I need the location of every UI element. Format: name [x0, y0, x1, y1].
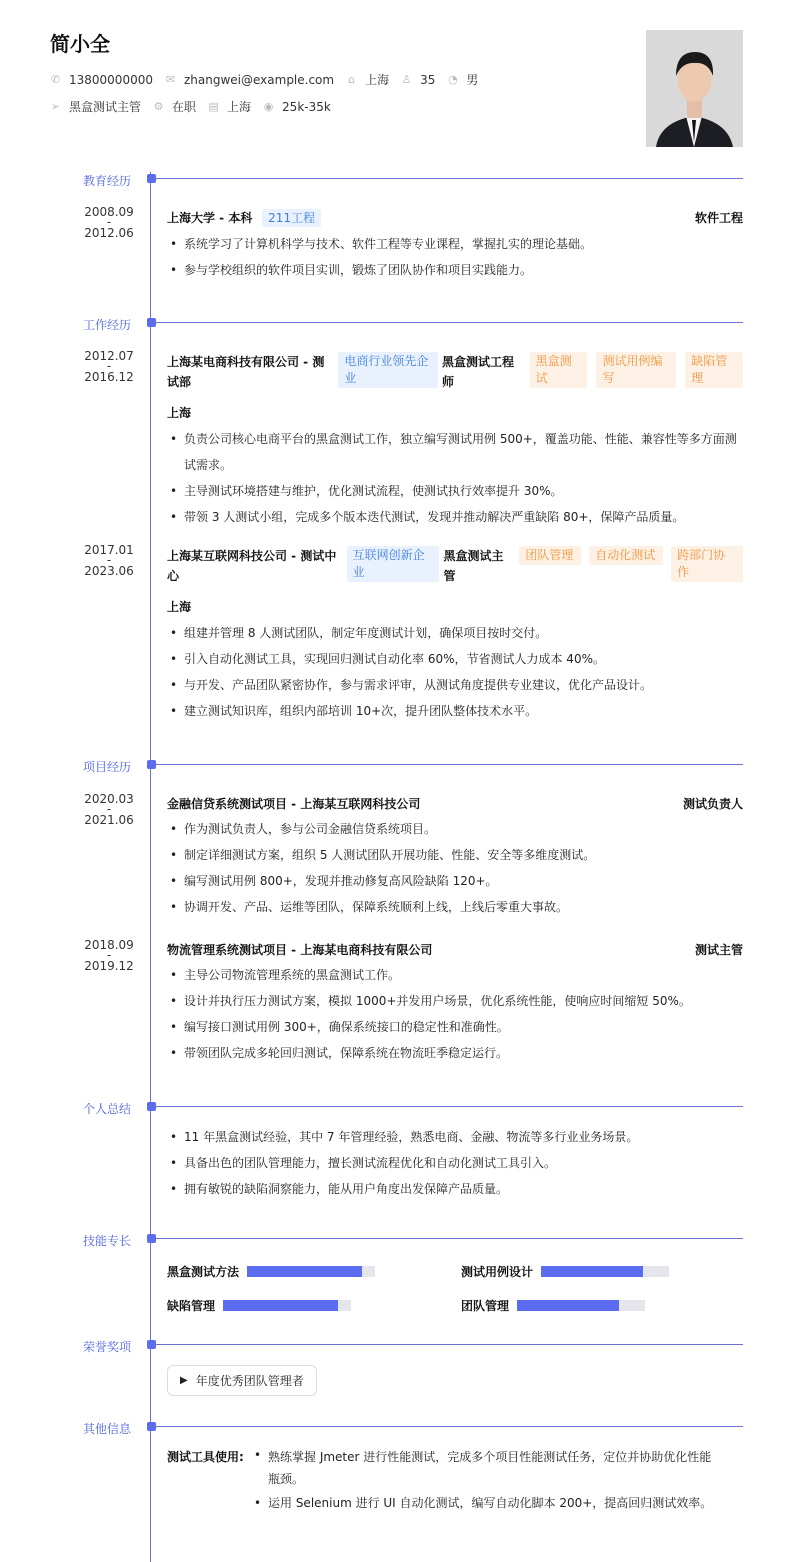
- award-item[interactable]: ▶ 年度优秀团队管理者: [167, 1365, 317, 1396]
- job-intent-row: [50, 98, 343, 115]
- gender: 男: [466, 73, 479, 87]
- list-item: • 运用 Selenium 进行 UI 自动化测试，编写自动化脚本 200+，提高回归测试效率。: [251, 1490, 721, 1516]
- company: 上海某互联网科技公司 - 测试中心: [167, 549, 337, 583]
- skill-bar: [541, 1266, 669, 1277]
- project-date: 2018.09 - 2019.12: [84, 938, 134, 973]
- list-item: • 拥有敏锐的缺陷洞察能力，能从用户角度出发保障产品质量。: [167, 1176, 743, 1202]
- project-role: 测试主管: [694, 943, 743, 957]
- skill-item: 黑盒测试方法: [167, 1263, 375, 1280]
- candidate-name: 简小全: [50, 32, 110, 56]
- work-date: 2012.07 - 2016.12: [84, 349, 134, 384]
- list-item: • 建立测试知识库，组织内部培训 10+次，提升团队整体技术水平。: [167, 698, 743, 724]
- role: 黑盒测试主管: [443, 549, 504, 583]
- section-awards: [0, 1338, 794, 1352]
- section-summary: [0, 1100, 794, 1114]
- work-entry: [167, 352, 743, 530]
- project-date: 2020.03 - 2021.06: [84, 792, 134, 827]
- list-item: • 编写接口测试用例 300+，确保系统接口的稳定性和准确性。: [167, 1014, 743, 1040]
- profile-photo: [646, 30, 743, 147]
- section-title: 工作经历: [83, 318, 132, 332]
- skill-item: 缺陷管理: [167, 1297, 351, 1314]
- section-title: 技能专长: [83, 1234, 132, 1248]
- section-title: 荣誉奖项: [83, 1340, 132, 1354]
- work-date: 2017.01 - 2023.06: [84, 543, 134, 578]
- city: 上海: [167, 600, 192, 614]
- skill-tag: 自动化测试: [589, 546, 663, 565]
- age: 35: [420, 72, 436, 87]
- section-skills: [0, 1232, 794, 1246]
- list-item: • 参与学校组织的软件项目实训，锻炼了团队协作和项目实践能力。: [167, 257, 743, 283]
- list-item: • 带领团队完成多轮回归测试，保障系统在物流旺季稳定运行。: [167, 1040, 743, 1066]
- role: 黑盒测试工程师: [441, 355, 514, 389]
- list-item: • 作为测试负责人，参与公司金融信贷系统项目。: [167, 816, 743, 842]
- skill-item: 测试用例设计: [461, 1263, 669, 1280]
- mail-icon: ✉: [165, 73, 176, 86]
- summary-list: [167, 1124, 743, 1202]
- other-info: [167, 1444, 743, 1516]
- skill-bar-fill: [541, 1266, 643, 1277]
- list-item: • 主导公司物流管理系统的黑盒测试工作。: [167, 962, 743, 988]
- project-role: 测试负责人: [682, 797, 743, 811]
- home-icon: ⌂: [348, 73, 356, 86]
- section-title: 其他信息: [83, 1422, 132, 1436]
- list-item: • 制定详细测试方案，组织 5 人测试团队开展功能、性能、安全等多维度测试。: [167, 842, 743, 868]
- skill-tag: 缺陷管理: [685, 352, 743, 388]
- section-projects: [0, 758, 794, 772]
- major: 软件工程: [694, 211, 743, 225]
- project-entry: [167, 941, 743, 1066]
- education-entry: [167, 209, 743, 283]
- job-status: 在职: [172, 100, 197, 114]
- other-label: 测试工具使用:: [167, 1450, 244, 1464]
- list-item: • 11 年黑盒测试经验，其中 7 年管理经验，熟悉电商、金融、物流等多行业业务场景。: [167, 1124, 743, 1150]
- list-item: • 编写测试用例 800+，发现并推动修复高风险缺陷 120+。: [167, 868, 743, 894]
- list-item: • 主导测试环境搭建与维护，优化测试流程，使测试执行效率提升 30%。: [167, 478, 743, 504]
- list-item: • 组建并管理 8 人测试团队，制定年度测试计划，确保项目按时交付。: [167, 620, 743, 646]
- company: 上海某电商科技有限公司 - 测试部: [167, 355, 325, 389]
- company-tag: 电商行业领先企业: [338, 352, 438, 388]
- residence: 上海: [365, 73, 390, 87]
- company-tag: 互联网创新企业: [347, 546, 439, 582]
- section-title: 项目经历: [83, 760, 132, 774]
- section-other: [0, 1420, 794, 1434]
- target-position: 黑盒测试主管: [69, 100, 142, 114]
- status-icon: ⚙: [153, 100, 164, 113]
- send-icon: ➢: [50, 100, 61, 113]
- list-item: • 设计并执行压力测试方案，模拟 1000+并发用户场景，优化系统性能，使响应时间缩短 50%。: [167, 988, 743, 1014]
- school-tag: 211工程: [262, 209, 321, 227]
- skill-tag: 团队管理: [519, 546, 581, 565]
- email: zhangwei@example.com: [183, 72, 335, 87]
- list-item: • 负责公司核心电商平台的黑盒测试工作，独立编写测试用例 500+，覆盖功能、性能、兼容性等多方面测试需求。: [167, 426, 743, 478]
- list-item: • 与开发、产品团队紧密协作，参与需求评审，从测试角度提供专业建议，优化产品设计。: [167, 672, 743, 698]
- age-icon: ♙: [401, 73, 412, 86]
- list-item: • 带领 3 人测试小组，完成多个版本迭代测试，发现并推动解决严重缺陷 80+，保障产品质量。: [167, 504, 743, 530]
- project-title: 金融信贷系统测试项目 - 上海某互联网科技公司: [167, 797, 421, 811]
- skill-bar: [223, 1300, 351, 1311]
- section-work: [0, 316, 794, 330]
- skill-bar-fill: [223, 1300, 338, 1311]
- phone: 13800000000: [69, 72, 153, 87]
- play-icon: ▶: [180, 1375, 188, 1386]
- skill-item: 团队管理: [461, 1297, 645, 1314]
- skill-bar: [247, 1266, 375, 1277]
- list-item: • 具备出色的团队管理能力，擅长测试流程优化和自动化测试工具引入。: [167, 1150, 743, 1176]
- expected-salary: 25k-35k: [282, 99, 331, 114]
- skill-tag: 测试用例编写: [596, 352, 676, 388]
- target-city: 上海: [227, 100, 252, 114]
- skill-tag: 跨部门协作: [671, 546, 743, 582]
- skill-tag: 黑盒测试: [530, 352, 588, 388]
- list-item: • 熟练掌握 Jmeter 进行性能测试，完成多个项目性能测试任务，定位并协助优化性能瓶颈。: [251, 1444, 721, 1490]
- section-title: 教育经历: [83, 174, 132, 188]
- city: 上海: [167, 406, 192, 420]
- list-item: • 引入自动化测试工具，实现回归测试自动化率 60%，节省测试人力成本 40%。: [167, 646, 743, 672]
- work-entry: [167, 546, 743, 724]
- skill-bar-fill: [517, 1300, 619, 1311]
- project-title: 物流管理系统测试项目 - 上海某电商科技有限公司: [167, 943, 433, 957]
- gender-icon: ◔: [448, 73, 458, 86]
- list-item: • 协调开发、产品、运维等团队，保障系统顺利上线，上线后零重大事故。: [167, 894, 743, 920]
- phone-icon: ✆: [50, 73, 61, 86]
- edu-date: 2008.09 - 2012.06: [84, 205, 134, 240]
- section-education: [0, 172, 794, 186]
- list-item: • 系统学习了计算机科学与技术、软件工程等专业课程，掌握扎实的理论基础。: [167, 231, 743, 257]
- skill-bar: [517, 1300, 645, 1311]
- project-entry: [167, 795, 743, 920]
- building-icon: ▤: [208, 100, 219, 113]
- contact-row: [50, 71, 490, 88]
- timeline-line: [150, 172, 151, 1562]
- salary-icon: ◉: [263, 100, 274, 113]
- school: 上海大学 - 本科: [167, 211, 253, 225]
- skill-bar-fill: [247, 1266, 362, 1277]
- section-title: 个人总结: [83, 1102, 132, 1116]
